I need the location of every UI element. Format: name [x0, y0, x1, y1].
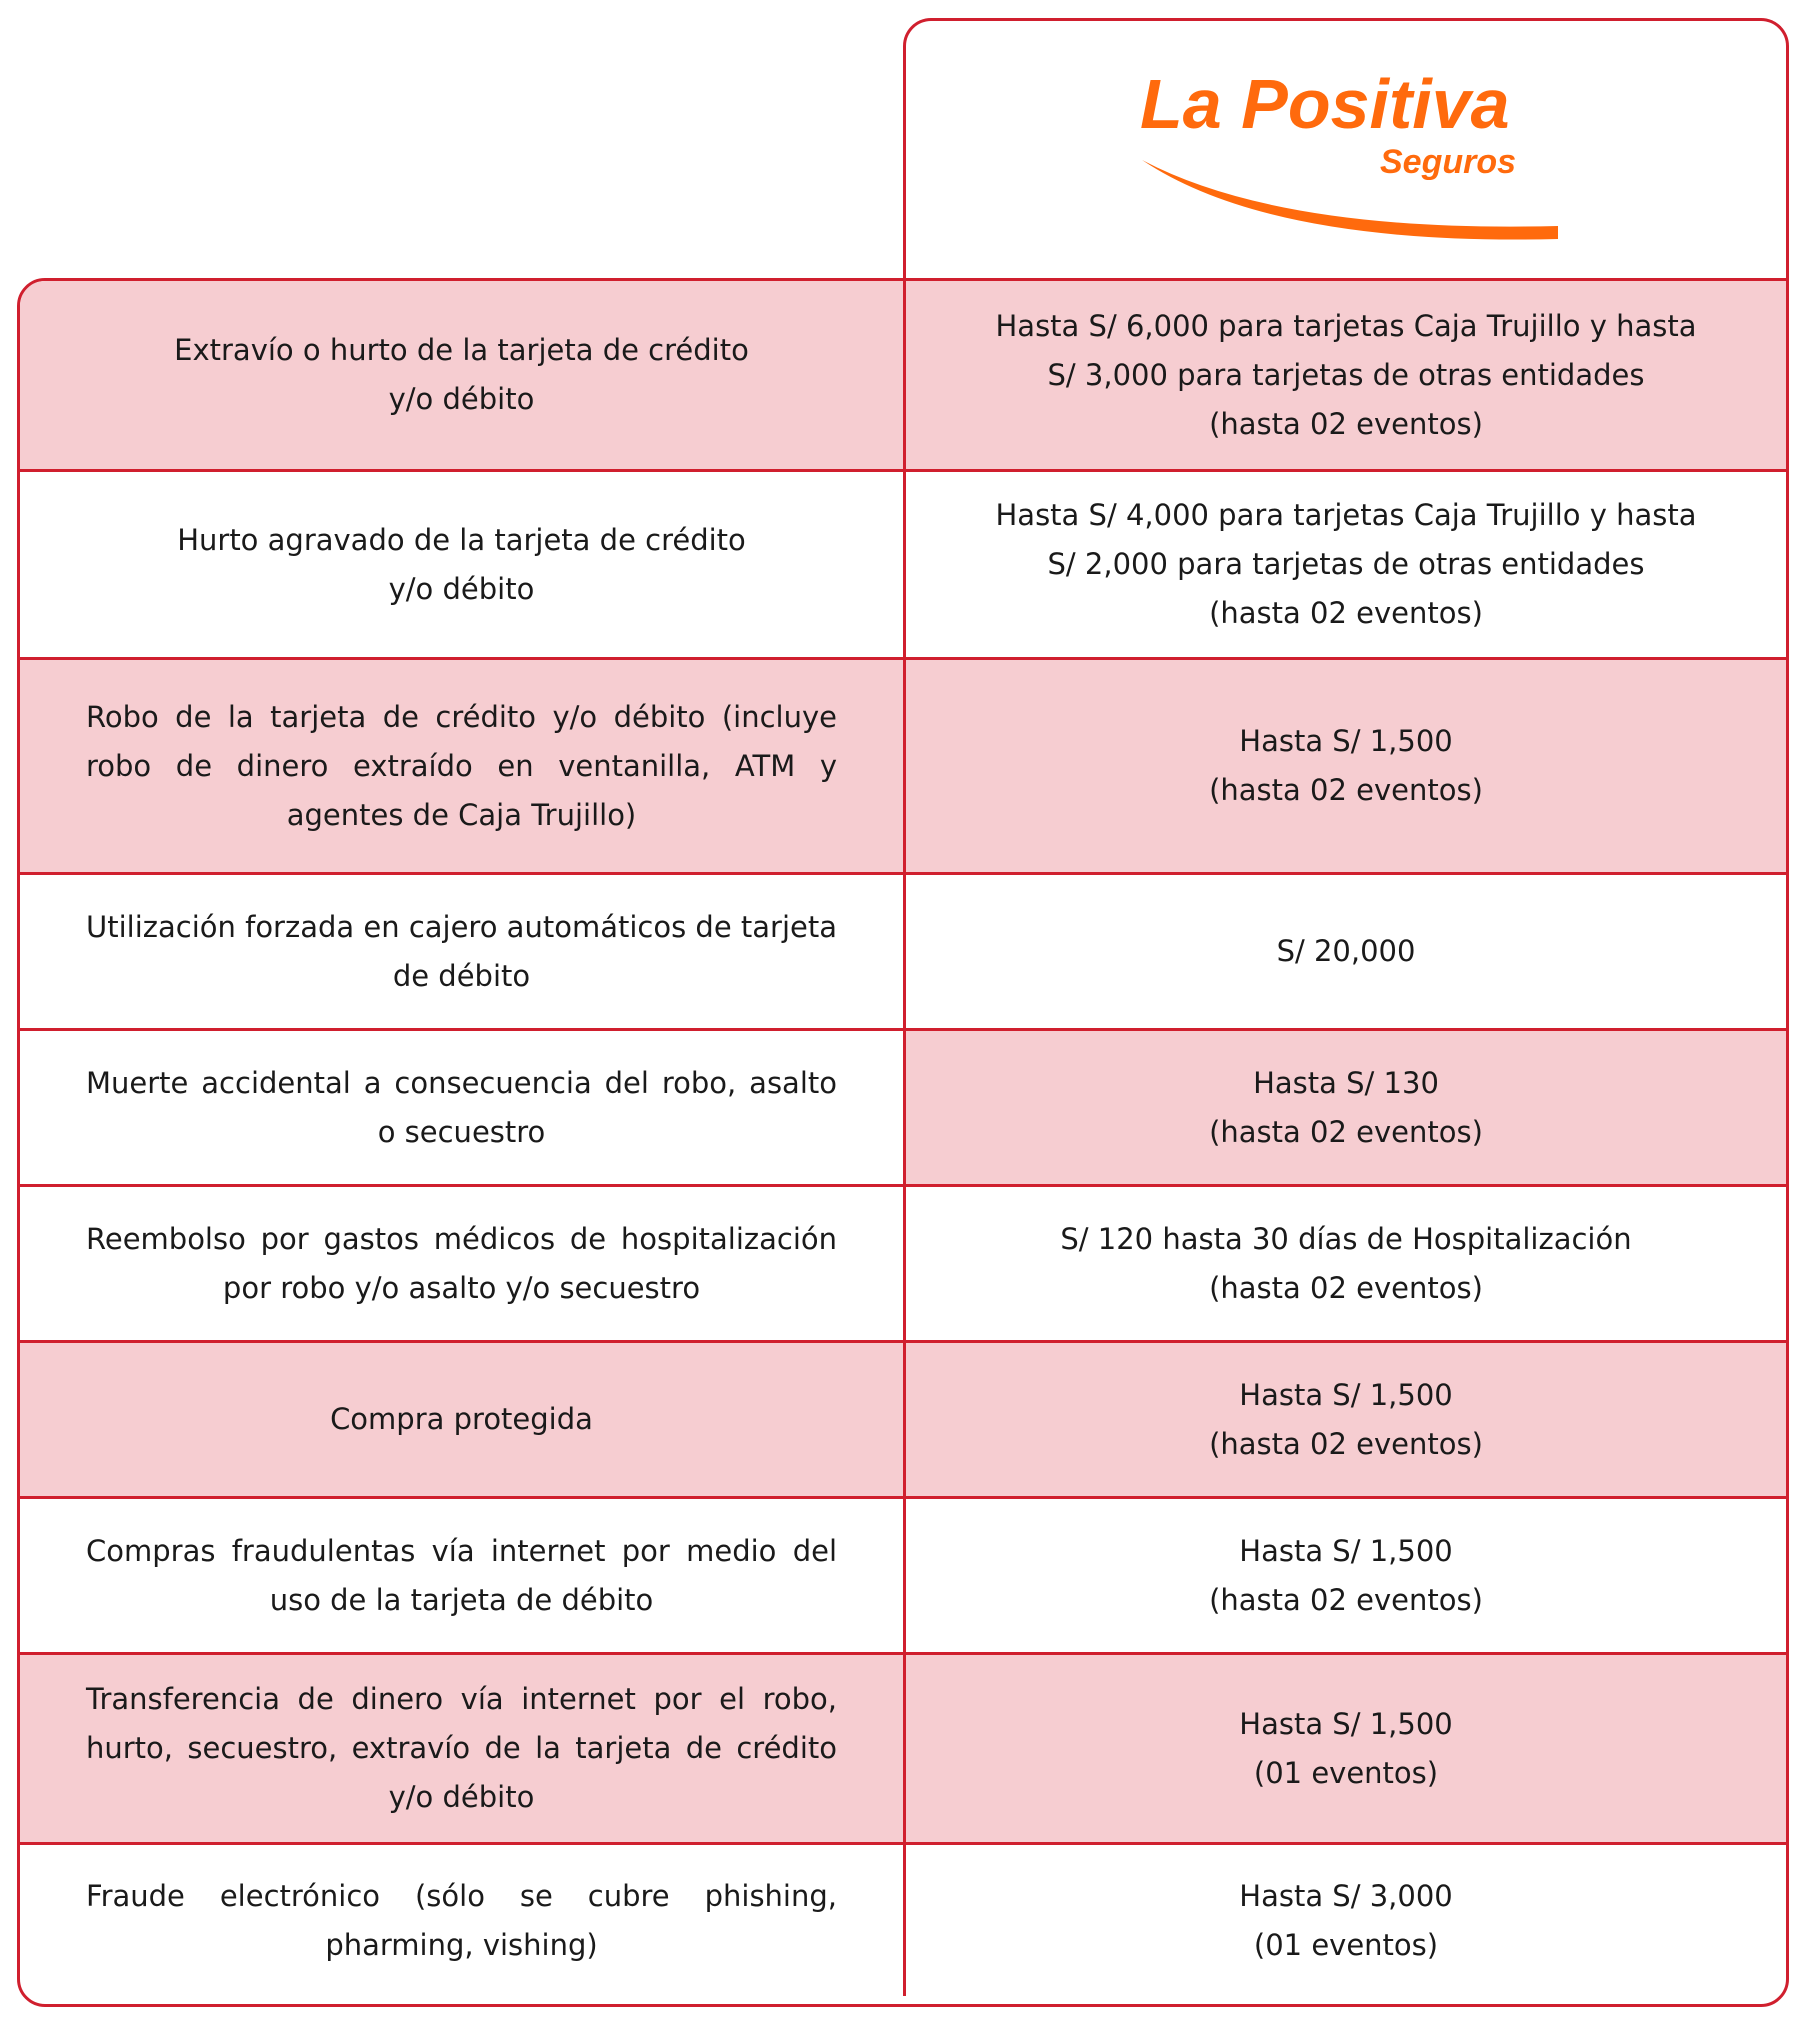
table-row — [20, 281, 1786, 469]
table-row — [20, 1652, 1786, 1842]
limit-text: S/ 20,000 — [1276, 934, 1416, 968]
limit-text: Hasta S/ 3,000 (01 eventos) — [1239, 1878, 1453, 1962]
limit-cell — [906, 660, 1786, 872]
logo-tagline: Seguros — [1380, 143, 1517, 181]
coverage-text: Compras fraudulentas vía internet por medio del uso de la tarjeta de débito — [86, 1533, 837, 1617]
limit-text: Hasta S/ 1,500 (hasta 02 eventos) — [1209, 1533, 1483, 1617]
coverage-cell — [20, 1343, 906, 1496]
limit-cell — [906, 472, 1786, 657]
limit-text: Hasta S/ 130 (hasta 02 eventos) — [1209, 1065, 1483, 1149]
limit-cell — [906, 1655, 1786, 1842]
coverage-text: Reembolso por gastos médicos de hospitalización por robo y/o asalto y/o secuestro — [86, 1221, 837, 1305]
table-row — [20, 1340, 1786, 1496]
coverage-table — [17, 278, 1789, 2007]
coverage-cell — [20, 875, 906, 1028]
coverage-cell — [20, 1845, 906, 1996]
coverage-text: Transferencia de dinero vía internet por el robo, hurto, secuestro, extravío de la tarjeta de crédito y/o débito — [86, 1682, 837, 1814]
limit-cell — [906, 1343, 1786, 1496]
coverage-text: Compra protegida — [330, 1402, 593, 1436]
limit-cell — [906, 875, 1786, 1028]
limit-cell — [906, 281, 1786, 469]
coverage-cell — [20, 472, 906, 657]
coverage-cell — [20, 1499, 906, 1652]
coverage-cell — [20, 281, 906, 469]
table-row — [20, 469, 1786, 657]
coverage-text: Extravío o hurto de la tarjeta de crédito y/o débito — [174, 333, 749, 416]
coverage-cell — [20, 1187, 906, 1340]
limit-cell — [906, 1499, 1786, 1652]
limit-cell — [906, 1845, 1786, 1996]
coverage-text: Utilización forzada en cajero automáticos de tarjeta de débito — [86, 909, 837, 993]
coverage-text: Robo de la tarjeta de crédito y/o débito (incluye robo de dinero extraído en ventanilla, ATM y agentes de Caja Trujillo) — [86, 699, 837, 832]
coverage-cell — [20, 660, 906, 872]
limit-text: Hasta S/ 6,000 para tarjetas Caja Trujillo y hasta S/ 3,000 para tarjetas de otras entidades (hasta 02 eventos) — [995, 308, 1697, 441]
limit-text: Hasta S/ 1,500 (hasta 02 eventos) — [1209, 724, 1483, 807]
limit-cell — [906, 1031, 1786, 1184]
table-row — [20, 1842, 1786, 1996]
limit-text: Hasta S/ 1,500 (hasta 02 eventos) — [1209, 1377, 1483, 1461]
coverage-text: Fraude electrónico (sólo se cubre phishing, pharming, vishing) — [86, 1878, 837, 1962]
logo-wordmark: La Positiva — [1140, 68, 1510, 143]
table-row — [20, 872, 1786, 1028]
coverage-text: Muerte accidental a consecuencia del robo, asalto o secuestro — [86, 1065, 837, 1149]
table-row — [20, 1496, 1786, 1652]
coverage-text: Hurto agravado de la tarjeta de crédito y/o débito — [177, 522, 746, 606]
table-row — [20, 1184, 1786, 1340]
coverage-cell — [20, 1031, 906, 1184]
limit-text: Hasta S/ 1,500 (01 eventos) — [1239, 1706, 1453, 1790]
limit-text: S/ 120 hasta 30 días de Hospitalización (hasta 02 eventos) — [1060, 1221, 1632, 1305]
coverage-cell — [20, 1655, 906, 1842]
la-positiva-logo — [1140, 68, 1580, 248]
table-row — [20, 657, 1786, 872]
limit-cell — [906, 1187, 1786, 1340]
table-row — [20, 1028, 1786, 1184]
limit-text: Hasta S/ 4,000 para tarjetas Caja Trujillo y hasta S/ 2,000 para tarjetas de otras entidades (hasta 02 eventos) — [995, 498, 1697, 630]
